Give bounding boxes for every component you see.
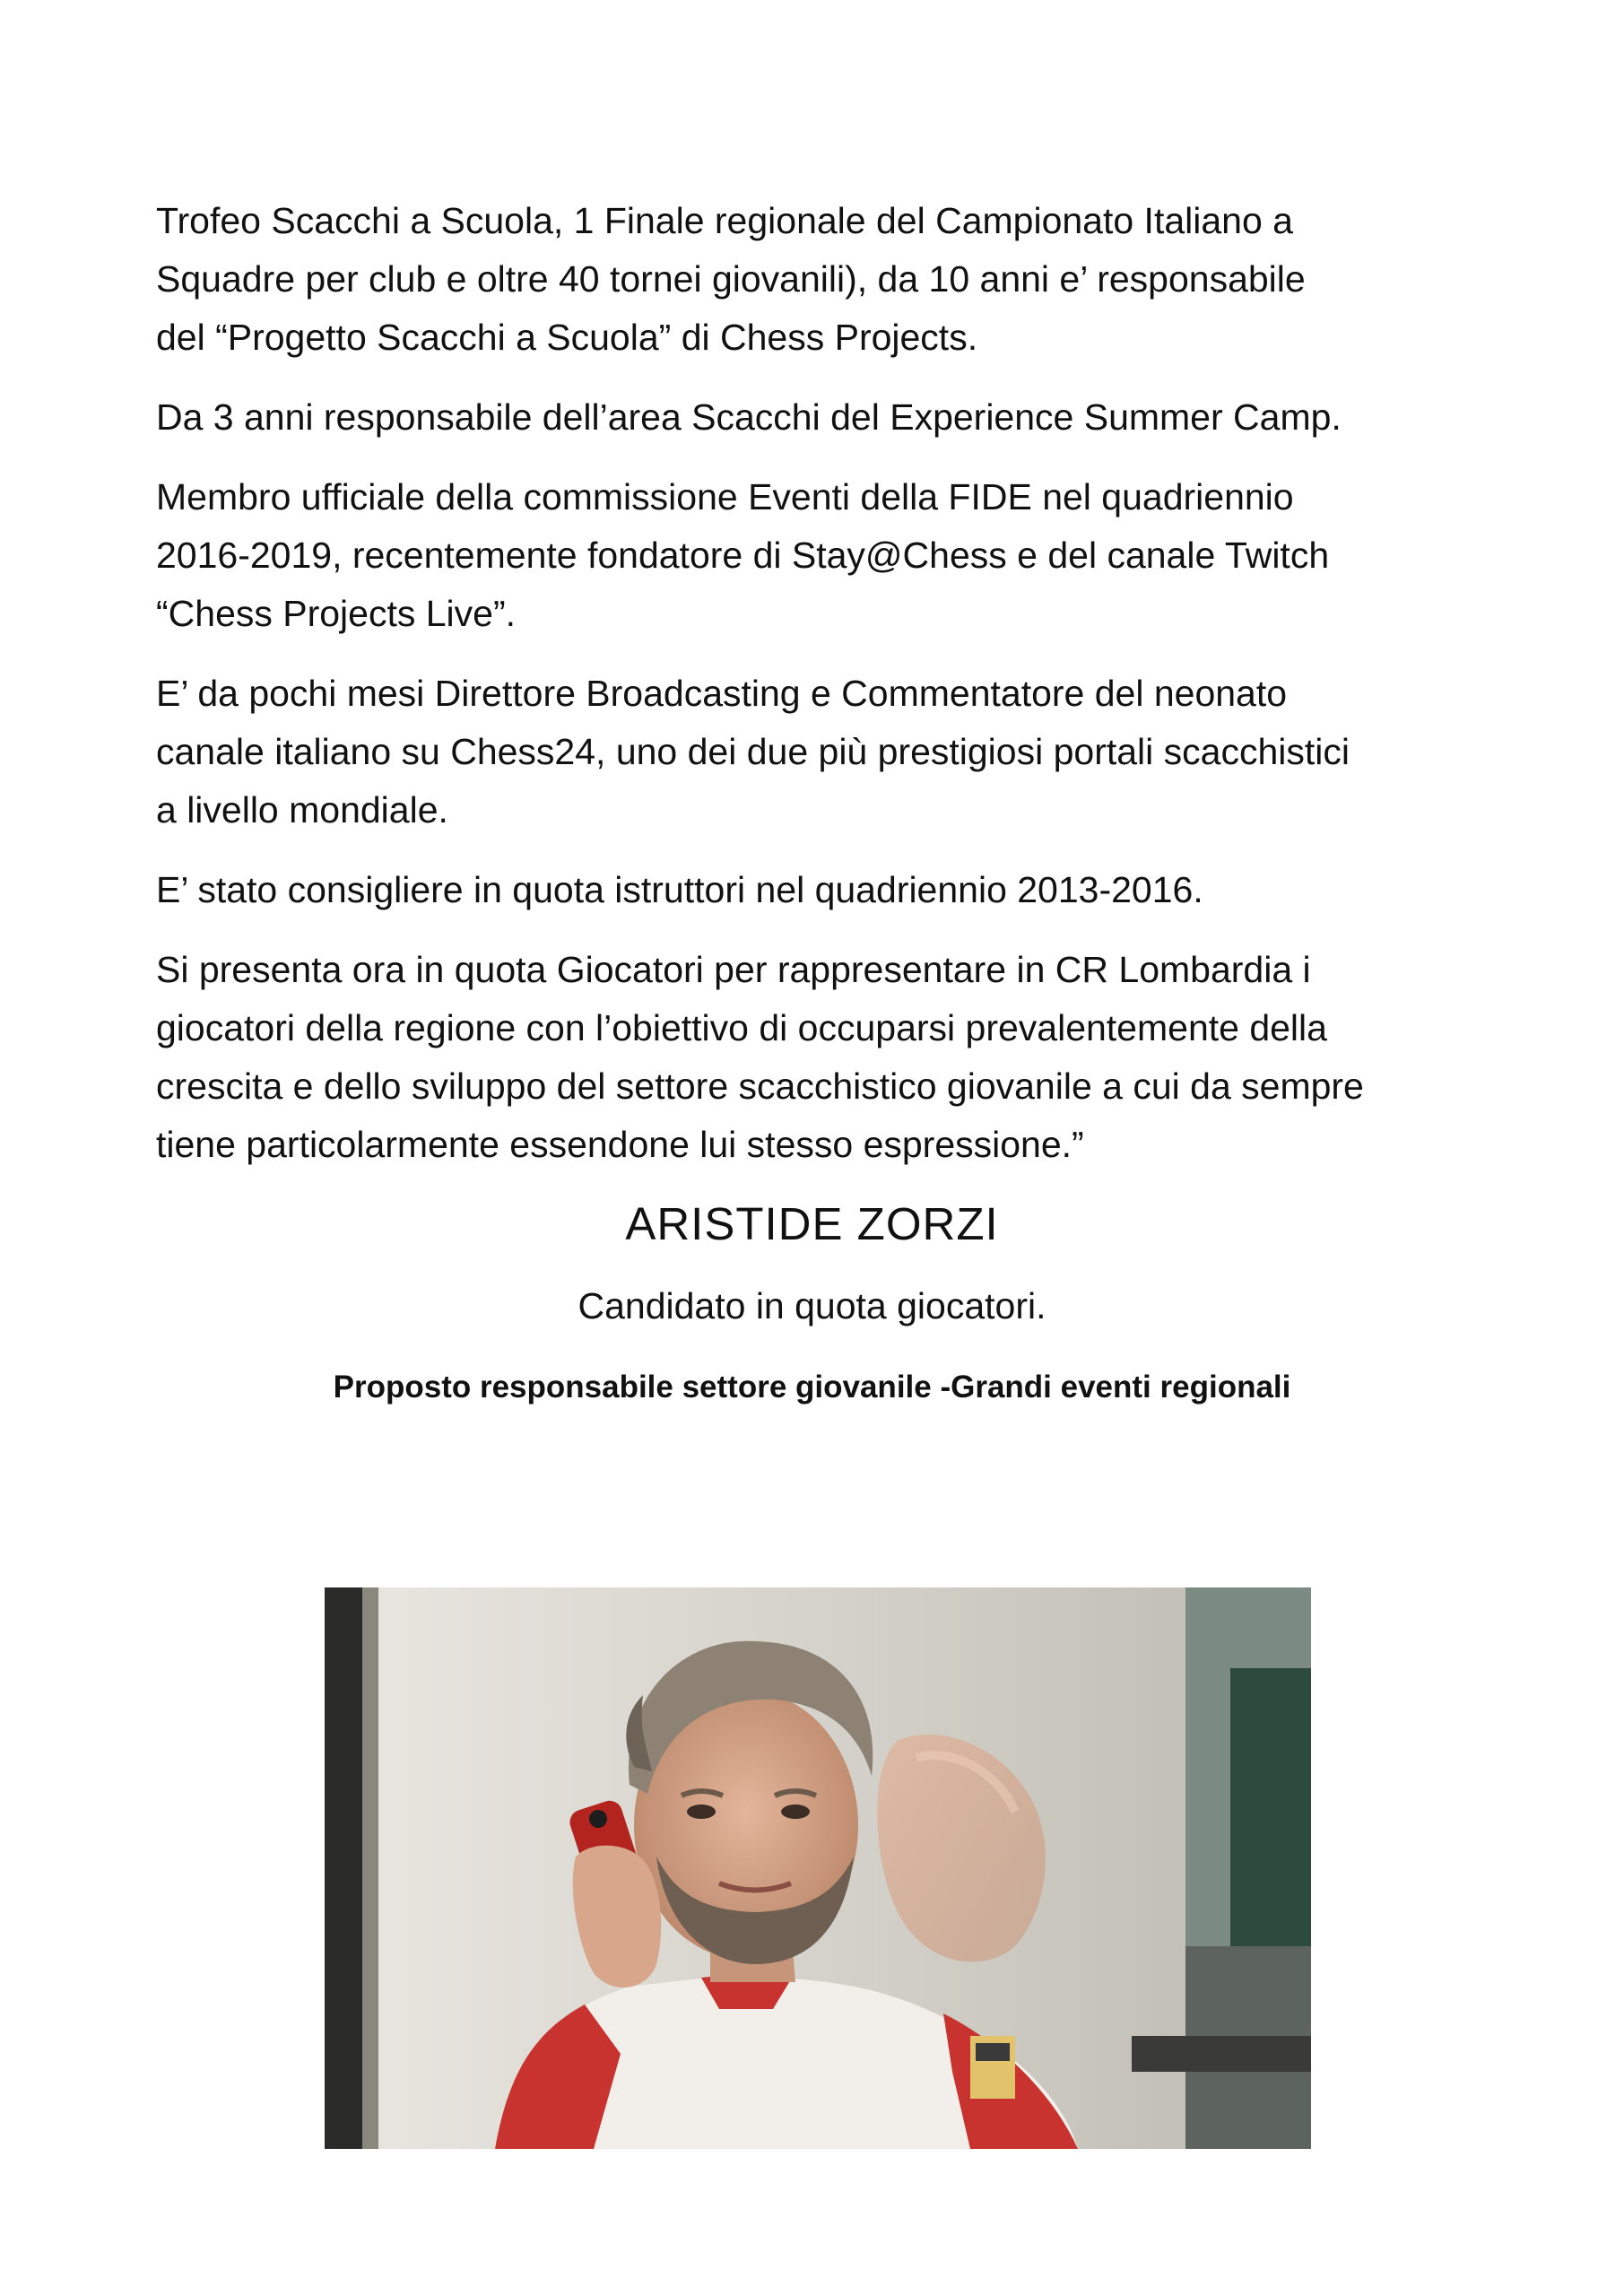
- table: [1132, 2036, 1311, 2072]
- green-panel: [1230, 1668, 1311, 1964]
- paragraph-candidacy: Si presenta ora in quota Giocatori per rappresentare in CR Lombardia i giocatori della regione con l’obiettivo di occuparsi prevalentemente della crescita e dello sviluppo del settore scacchistico giovanile a cui da sempre tiene particolarmente essendone lui stesso espressione.”: [156, 949, 1364, 1165]
- candidate-role: Candidato in quota giocatori.: [578, 1285, 1046, 1326]
- candidate-name: ARISTIDE ZORZI: [625, 1198, 999, 1249]
- right-eye: [781, 1805, 810, 1819]
- paragraph-councillor: E’ stato consigliere in quota istruttori nel quadriennio 2013-2016.: [156, 869, 1203, 910]
- door-frame: [362, 1587, 378, 2149]
- paragraph-chess24: E’ da pochi mesi Direttore Broadcasting e Commentatore del neonato canale italiano su Chess24, uno dei due più prestigiosi portali scacchistici a livello mondiale.: [156, 673, 1350, 831]
- left-eye: [687, 1805, 716, 1819]
- paragraph-fide-commission: Membro ufficiale della commissione Eventi della FIDE nel quadriennio 2016-2019, recentemente fondatore di Stay@Chess e del canale Twitch “Chess Projects Live”.: [156, 476, 1330, 634]
- biography-text: [156, 192, 1483, 1196]
- candidate-photo: [325, 1587, 1311, 2149]
- door-edge: [325, 1587, 362, 2149]
- proposal-heading: Proposto responsabile settore giovanile -Grandi eventi regionali: [333, 1370, 1291, 1405]
- photo-illustration: [325, 1587, 1311, 2149]
- paragraph-summer-camp: Da 3 anni responsabile dell’area Scacchi del Experience Summer Camp.: [156, 396, 1342, 438]
- paragraph-youth-events: Trofeo Scacchi a Scuola, 1 Finale regionale del Campionato Italiano a Squadre per club e oltre 40 tornei giovanili), da 10 anni e’ responsabile del “Progetto Scacchi a Scuola” di Chess Projects.: [156, 200, 1306, 358]
